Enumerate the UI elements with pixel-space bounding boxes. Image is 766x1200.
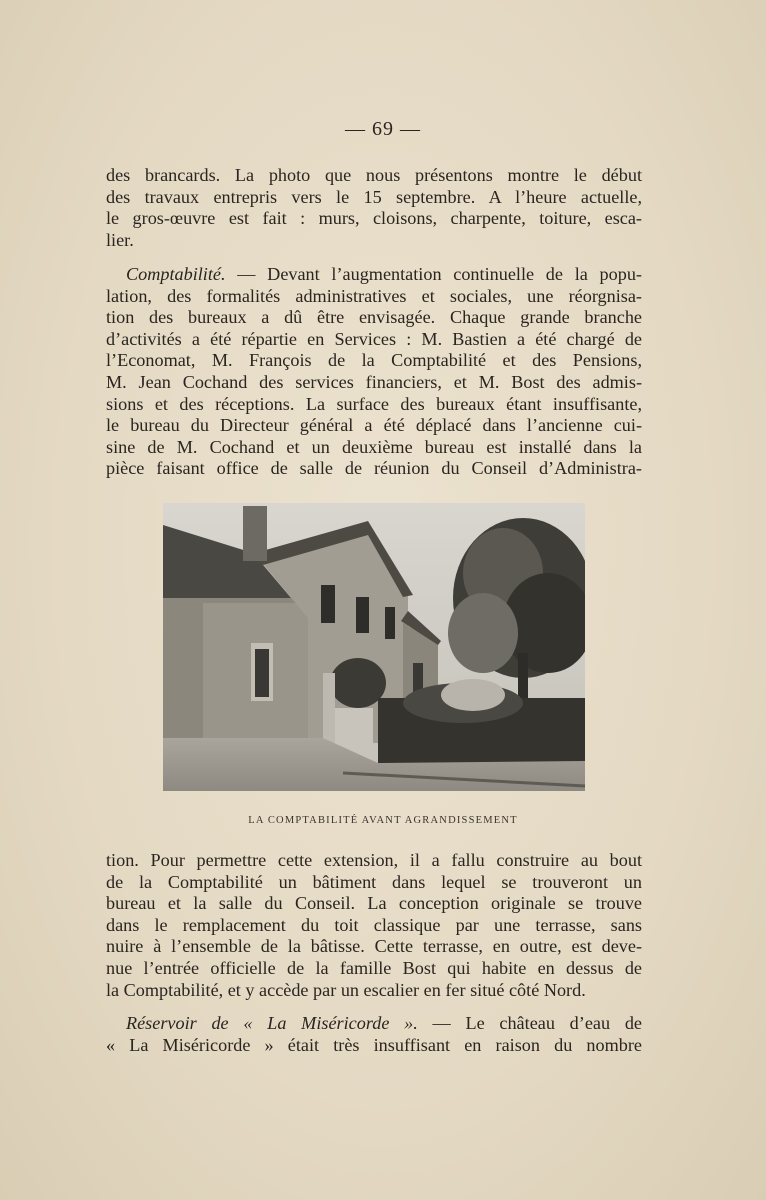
paragraph-extension <box>106 850 642 1001</box>
text-line: tion des bureaux a dû être envisagée. Chaque grande branche <box>106 307 642 328</box>
text-line: bureau et la salle du Conseil. La conception originale se trouve <box>106 893 642 914</box>
text-line: nue l’entrée officielle de la famille Bost qui habite en dessus de <box>106 957 642 978</box>
text-line: Comptabilité. — Devant l’augmentation continuelle de la popu- <box>126 264 642 284</box>
text-line: dans le remplacement du toit classique par une terrasse, sans <box>106 914 642 935</box>
text-line: sions et des réceptions. La surface des bureaux étant insuffisante, <box>106 393 642 414</box>
text-line: d’activités a été répartie en Services : M. Bastien a été chargé de <box>106 328 642 349</box>
text-line: des brancards. La photo que nous présentons montre le début <box>106 165 642 185</box>
text-line: « La Miséricorde » était très insuffisant en raison du nombre <box>106 1034 642 1055</box>
text-line: le bureau du Directeur général a été déplacé dans l’ancienne cui- <box>106 415 642 436</box>
text-line: la Comptabilité, et y accède par un escalier en fer situé côté Nord. <box>106 979 586 1000</box>
text-line: le gros-œuvre est fait : murs, cloisons, charpente, toiture, esca- <box>106 208 642 229</box>
photo-caption: LA COMPTABILITÉ AVANT AGRANDISSEMENT <box>248 815 518 826</box>
text-line: tion. Pour permettre cette extension, il a fallu construire au bout <box>106 850 642 870</box>
text-line: Réservoir de « La Miséricorde ». — Le château d’eau de <box>126 1013 642 1033</box>
page-number: — 69 — <box>345 118 421 140</box>
text-line: nuire à l’ensemble de la bâtisse. Cette terrasse, en outre, est deve- <box>106 936 642 957</box>
section-heading-reservoir: Réservoir de « La Miséricorde ». <box>126 1013 418 1033</box>
text-line: pièce faisant office de salle de réunion du Conseil d’Administra- <box>106 458 642 479</box>
text-line: sine de M. Cochand et un deuxième bureau est installé dans la <box>106 436 642 457</box>
text-line: des travaux entrepris vers le 15 septembre. A l’heure actuelle, <box>106 186 642 207</box>
paragraph-intro <box>106 165 642 251</box>
text-line: de la Comptabilité un bâtiment dans lequel se trouveront un <box>106 871 642 892</box>
paragraph-comptabilite <box>106 264 642 480</box>
text-line: lation, des formalités administratives et sociales, une réorgnisa- <box>106 285 642 306</box>
text-line: l’Economat, M. François de la Comptabilité et des Pensions, <box>106 350 642 371</box>
paragraph-reservoir <box>106 1013 642 1056</box>
building-photo <box>163 503 585 791</box>
section-heading-comptabilite: Comptabilité. <box>126 264 226 284</box>
text-line: M. Jean Cochand des services financiers, et M. Bost des admis- <box>106 371 642 392</box>
text-line: lier. <box>106 229 134 250</box>
